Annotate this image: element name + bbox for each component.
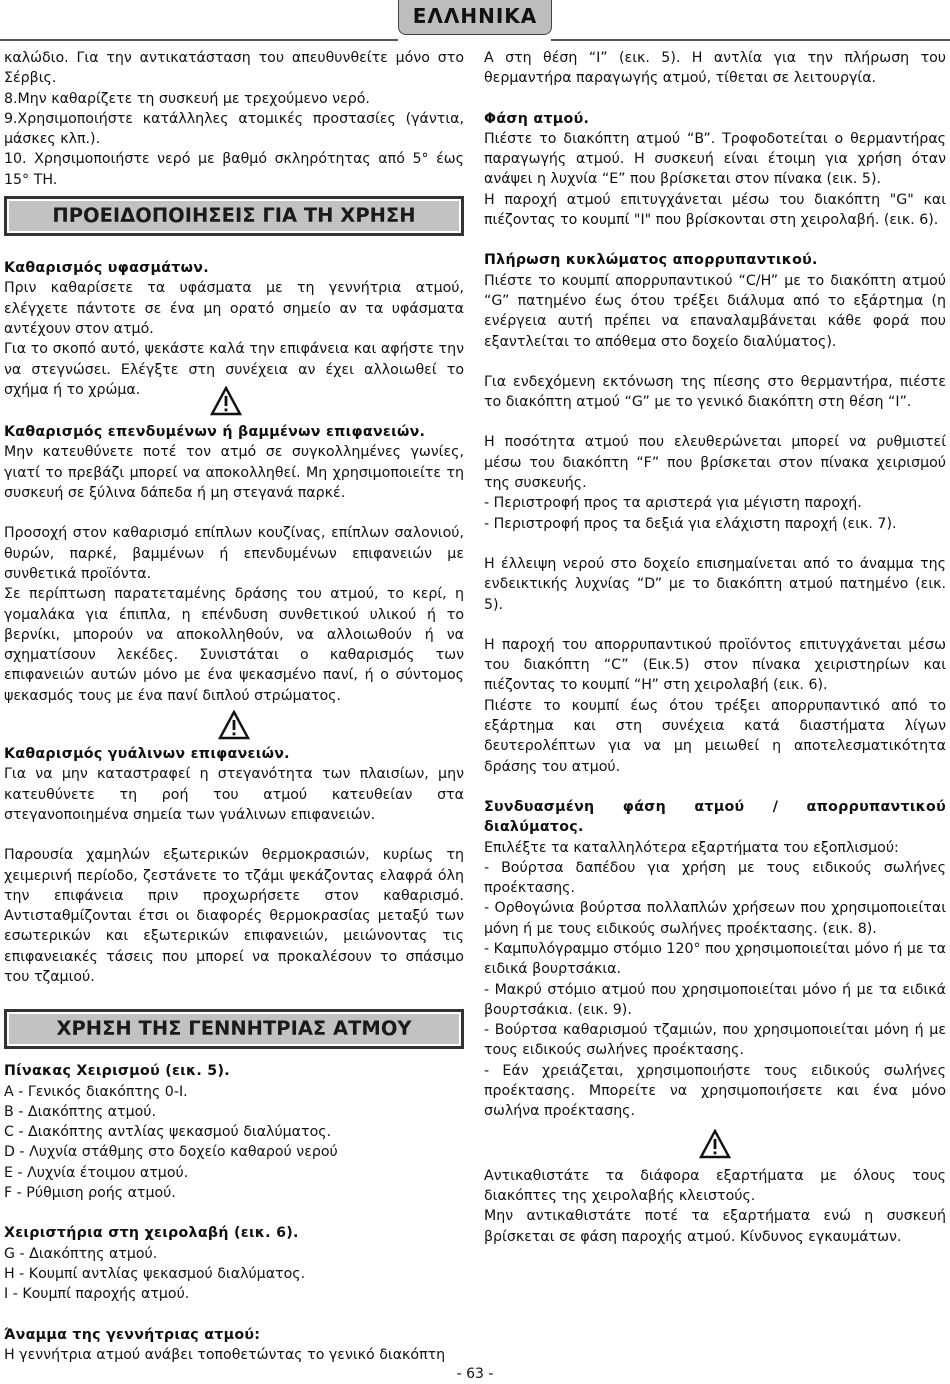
heading-ignition: Άναμμα της γεννήτριας ατμού: xyxy=(4,1326,261,1343)
paragraph: Προσοχή στον καθαρισμό επίπλων κουζίνας, επίπλων σαλονιού, θυρών, παρκέ, βαμμένων ή επενδυμένων επιφανειών με συνθετικά προϊόντα. xyxy=(4,525,464,582)
warning-icon xyxy=(484,1122,946,1166)
list-item: H - Κουμπί αντλίας ψεκασμού διαλύματος. xyxy=(4,1265,306,1282)
paragraph: Για να μην καταστραφεί η στεγανότητα των πλαισίων, μην κατευθύνετε τη ροή του ατμού κατευθείαν στα στεγανοποιημένα σημεία των γυάλινων επιφανειών. xyxy=(4,766,464,823)
list-item: G - Διακόπτης ατμού. xyxy=(4,1245,158,1262)
list-item: - Περιστροφή προς τα δεξιά για ελάχιστη παροχή (εικ. 7). xyxy=(484,515,897,532)
heading-handle-controls: Χειριστήρια στη χειρολαβή (εικ. 6). xyxy=(4,1225,299,1242)
section-banner-usage: ΧΡΗΣΗ ΤΗΣ ΓΕΝΝΗΤΡΙΑΣ ΑΤΜΟΥ xyxy=(4,1009,464,1049)
header-rule-left xyxy=(0,39,398,41)
heading-detergent-fill: Πλήρωση κυκλώματος απορρυπαντικού. xyxy=(484,252,818,269)
list-item: - Ορθογώνια βούρτσα πολλαπλών χρήσεων που χρησιμοποιείται μόνη ή με τους ειδικούς σωλήνες προέκτασης. (εικ. 8). xyxy=(484,900,946,937)
list-item: - Εάν χρειάζεται, χρησιμοποιήστε τους ειδικούς σωλήνες προέκτασης. Μπορείτε να χρησιμοποιήσετε και ένα μόνο σωλήνα προέκτασης. xyxy=(484,1062,946,1120)
list-item: A - Γενικός διακόπτης 0-I. xyxy=(4,1083,188,1100)
warning-icon xyxy=(4,706,464,744)
paragraph: Πιέστε το διακόπτη ατμού “B”. Τροφοδοτείται ο θερμαντήρας παραγωγής ατμού. Η συσκευή είναι έτοιμη για χρήση όταν ανάψει η λυχνία “E” που βρίσκεται στον πίνακα (εικ. 5). xyxy=(484,130,946,188)
paragraph: Η παροχή του απορρυπαντικού προϊόντος επιτυγχάνεται μέσω του διακόπτη “C” (Εικ.5) στον πίνακα χειριστηρίων και πιέζοντας το κουμπί “H” στη χειρολαβή (εικ. 6). xyxy=(484,636,946,694)
heading-control-panel: Πίνακας Χειρισμού (εικ. 5). xyxy=(4,1063,230,1080)
paragraph: Αντικαθιστάτε τα διάφορα εξαρτήματα με όλους τους διακόπτες της χειρολαβής κλειστούς. xyxy=(484,1167,946,1204)
list-item: - Περιστροφή προς τα αριστερά για μέγιστη παροχή. xyxy=(484,495,862,512)
list-item: I - Κουμπί παροχής ατμού. xyxy=(4,1286,190,1303)
paragraph: Για ενδεχόμενη εκτόνωση της πίεσης στο θερμαντήρα, πιέστε το διακόπτη ατμού “G” με το γενικό διακόπτη στη θέση “I”. xyxy=(484,373,946,411)
list-item: B - Διακόπτης ατμού. xyxy=(4,1103,157,1120)
intro-text: 10. Χρησιμοποιήστε νερό με βαθμό σκληρότητας από 5° έως 15° TH. xyxy=(4,151,464,188)
section-banner-warnings: ΠΡΟΕΙΔΟΠΟΙΗΣΕΙΣ ΓΙΑ ΤΗ ΧΡΗΣΗ xyxy=(4,196,464,236)
heading-fabric-cleaning: Καθαρισμός υφασμάτων. xyxy=(4,260,209,277)
list-item: - Μακρύ στόμιο ατμού που χρησιμοποιείται μόνο ή με τα ειδικά βουρτσάκια. (εικ. 9). xyxy=(484,981,946,1018)
paragraph: Μην αντικαθιστάτε ποτέ τα εξαρτήματα ενώ η συσκευή βρίσκεται σε φάση παροχής ατμού. Κίνδυνος εγκαυμάτων. xyxy=(484,1208,946,1245)
paragraph: Πιέστε το κουμπί απορρυπαντικού “C/H” με το διακόπτη ατμού “G” πατημένο έως ότου τρέξει διάλυμα από το εξάρτημα (η ενέργεια αυτή πρέπει να επαναλαμβάνεται κάθε φορά που εξαντλείται το απόθεμα στο δοχείο διαλύματος). xyxy=(484,272,946,350)
left-column xyxy=(4,48,464,1365)
paragraph: Η έλλειψη νερού στο δοχείο επισημαίνεται από το άναμμα της ενδεικτικής λυχνίας “D” με το διακόπτη ατμού πατημένο (εικ. 5). xyxy=(484,555,946,613)
right-column xyxy=(484,48,946,1247)
paragraph: Μην κατευθύνετε ποτέ τον ατμό σε συγκολλημένες γωνίες, γιατί το πρεβάζι μπορεί να αποκολληθεί. Μη χρησιμοποιείτε τη συσκευή σε ξύλινα δάπεδα ή μη στεγανά παρκέ. xyxy=(4,444,464,502)
paragraph: Επιλέξτε τα καταλληλότερα εξαρτήματα του εξοπλισμού: xyxy=(484,839,899,856)
list-item: - Καμπυλόγραμμο στόμιο 120° που χρησιμοποιείται μόνο ή με τα ειδικά βουρτσάκια. xyxy=(484,940,946,978)
list-item: C - Διακόπτης αντλίας ψεκασμού διαλύματος. xyxy=(4,1124,332,1141)
warning-icon xyxy=(210,382,242,420)
list-item: E - Λυχνία έτοιμου ατμού. xyxy=(4,1164,189,1181)
paragraph: Παρουσία χαμηλών εξωτερικών θερμοκρασιών, κυρίως τη χειμερινή περίοδο, ζεστάνετε το τζάμι ψεκάζοντας ελαφρά όλη την επιφάνεια πριν προχωρήσετε στον καθαρισμό. Αντισταθμίζονται έτσι οι διαφορές θερμοκρασίας μεταξύ των εσωτερικών και εξωτερικών επιφανειών, μειώνοντας τις επιφανειακές τάσεις που μπορεί να προκαλέσουν το σπάσιμο του τζαμιού. xyxy=(4,847,464,985)
intro-text: καλώδιο. Για την αντικατάσταση του απευθυνθείτε μόνο στο Σέρβις. xyxy=(4,50,464,87)
intro-text: 9.Χρησιμοποιήστε κατάλληλες ατομικές προστασίες (γάντια, μάσκες κλπ.). xyxy=(4,110,464,148)
list-item: - Βούρτσα δαπέδου για χρήση με τους ειδικούς σωλήνες προέκτασης. xyxy=(484,859,946,897)
intro-text: 8.Μην καθαρίζετε τη συσκευή με τρεχούμενο νερό. xyxy=(4,90,370,107)
paragraph: A στη θέση “I” (εικ. 5). Η αντλία για την πλήρωση του θερμαντήρα παραγωγής ατμού, τίθεται σε λειτουργία. xyxy=(484,50,946,87)
heading-glass-surfaces: Καθαρισμός γυάλινων επιφανειών. xyxy=(4,746,290,763)
list-item: D - Λυχνία στάθμης στο δοχείο καθαρού νερού xyxy=(4,1144,338,1161)
paragraph: Η παροχή ατμού επιτυγχάνεται μέσω του διακόπτη "G" και πιέζοντας το κουμπί "I" που βρίσκονται στη χειρολαβή. (εικ. 6). xyxy=(484,191,946,229)
paragraph: Η γεννήτρια ατμού ανάβει τοποθετώντας το γενικό διακόπτη xyxy=(4,1346,446,1363)
heading-coated-surfaces: Καθαρισμός επενδυμένων ή βαμμένων επιφανειών. xyxy=(4,424,426,441)
paragraph: Σε περίπτωση παρατεταμένης δράσης του ατμού, το κερί, η γομαλάκα για έπιπλα, η επένδυση συνθετικού υλικού ή το βερνίκι, μπορούν να αποκολληθούν, να αλλοιωθούν ή να σχηματίσουν λεκέδες. Συνιστάται ο καθαρισμός των επιφανειών αυτών μόνο με ένα ψεκασμένο πανί, ή ο σύντομος ψεκασμός τους με ένα πανί διπλού στρώματος. xyxy=(4,586,464,704)
heading-combined-phase: Συνδυασμένη φάση ατμού / απορρυπαντικού διαλύματος. xyxy=(484,798,946,836)
language-tab: ΕΛΛΗΝΙΚΑ xyxy=(398,0,552,35)
paragraph: Η ποσότητα ατμού που ελευθερώνεται μπορεί να ρυθμιστεί μέσω του διακόπτη “F” που βρίσκεται στον πίνακα χειρισμού της συσκευής. xyxy=(484,434,946,492)
paragraph: Πιέστε το κουμπί έως ότου τρέξει απορρυπαντικό από το εξάρτημα και στη συνέχεια κατά διαστήματα λίγων δευτερολέπτων για να μη μειωθεί η αποτελεσματικότητα δράσης του ατμού. xyxy=(484,697,946,775)
header-rule-right xyxy=(551,39,950,41)
paragraph: Για το σκοπό αυτό, ψεκάστε καλά την επιφάνεια και αφήστε την να στεγνώσει. Ελέγξτε στη συνέχεια αν έχει αλλοιωθεί το σχήμα ή το χρώμα. xyxy=(4,341,464,398)
list-item: F - Ρύθμιση ροής ατμού. xyxy=(4,1185,176,1202)
paragraph: Πριν καθαρίσετε τα υφάσματα με τη γεννήτρια ατμού, ελέγχετε πάντοτε σε ένα μη ορατό σημείο αν τα υφάσματα αντέχουν στον ατμό. xyxy=(4,280,464,337)
heading-steam-phase: Φάση ατμού. xyxy=(484,110,590,127)
page-number: - 63 - xyxy=(456,1366,494,1382)
list-item: - Βούρτσα καθαρισμού τζαμιών, που χρησιμοποιείται μόνη ή με τους ειδικούς σωλήνες προέκτασης. xyxy=(484,1022,946,1059)
